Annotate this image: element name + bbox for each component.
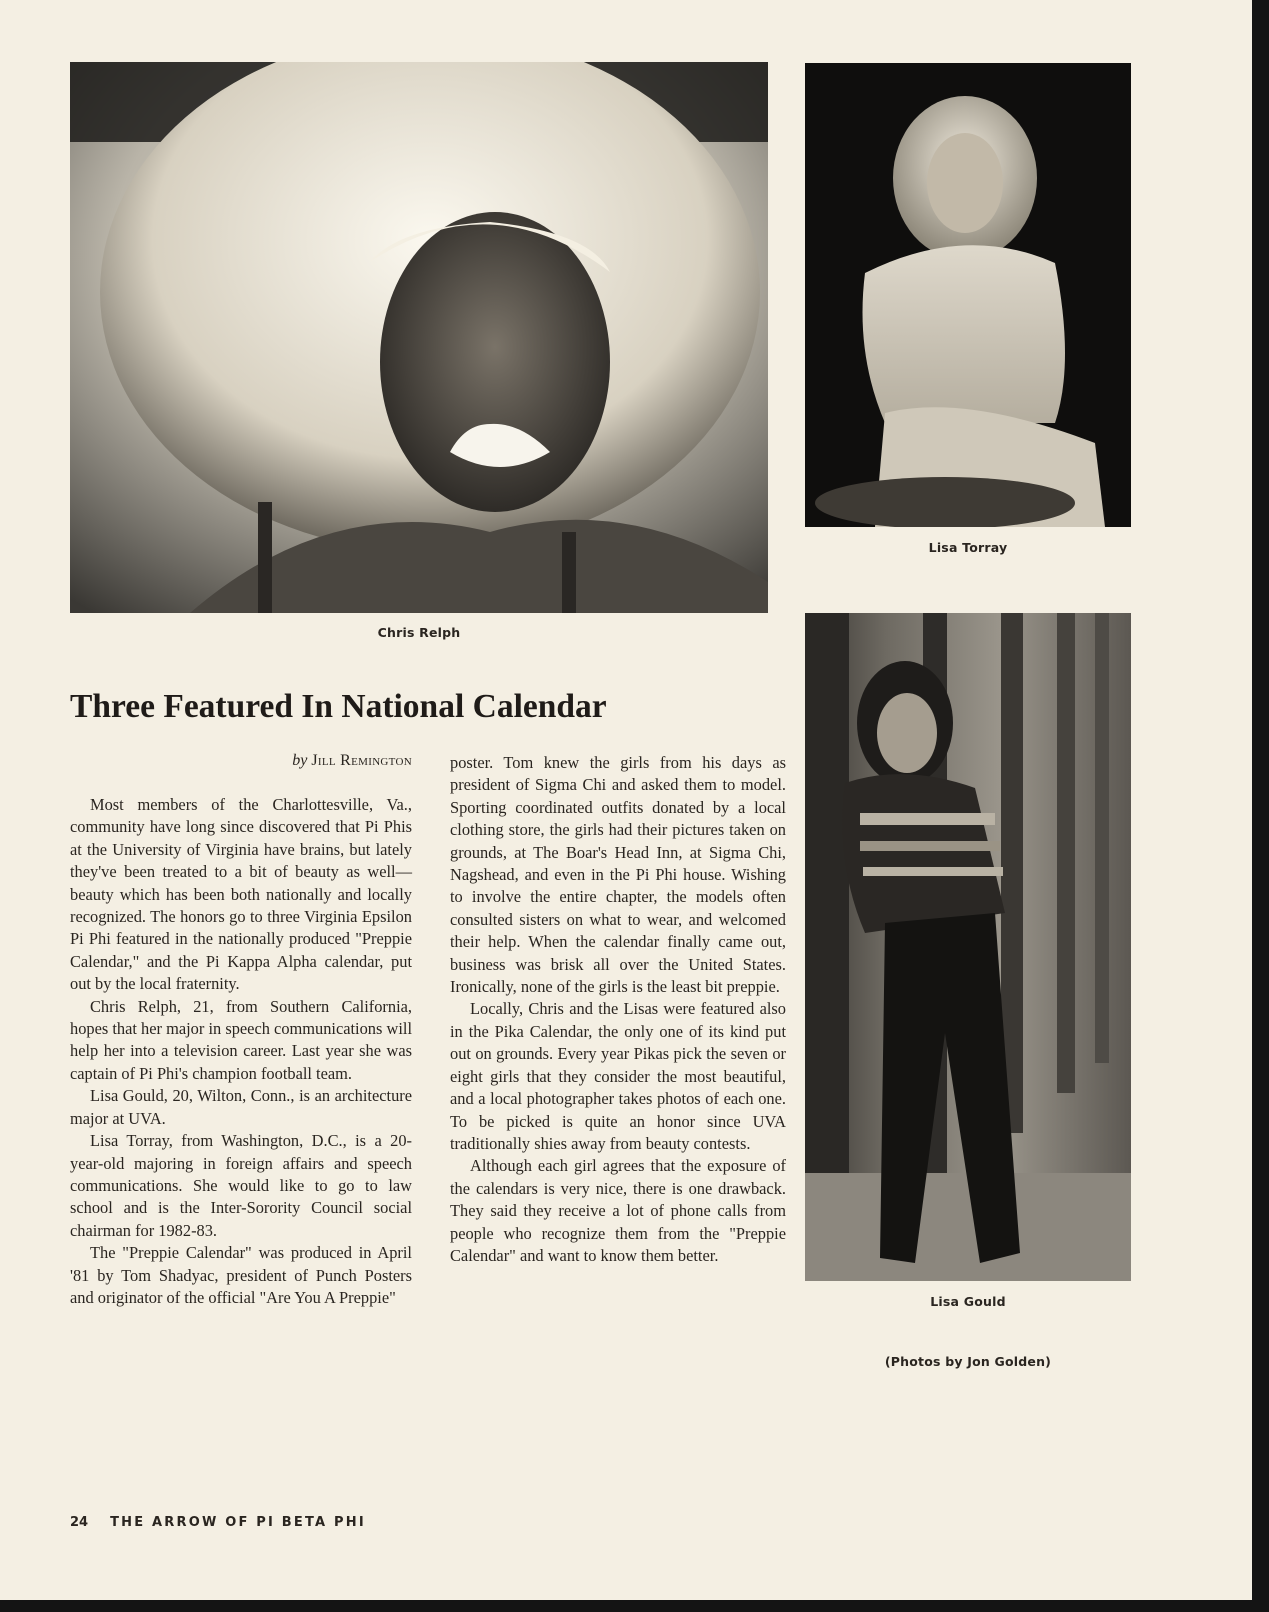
paragraph: The "Preppie Calendar" was produced in April '81 by Tom Shadyac, president of Punch Posters and originator of the official "Are You A Preppie" (70, 1243, 412, 1307)
paragraph: Lisa Gould, 20, Wilton, Conn., is an architecture major at UVA. (70, 1086, 412, 1128)
paragraph-continued: poster. Tom knew the girls from his days as president of Sigma Chi and asked them to model. Sporting coordinated outfits donated by a local clothing store, the girls had their pictures taken on grounds, at The Boar's Head Inn, at Sigma Chi, Nagshead, and even in the Pi Phi house. Wishing to involve the entire chapter, the models often consulted sisters on what to wear, and welcomed their help. When the calendar finally came out, business was brisk all over the United States. Ironically, none of the girls is the least bit preppie. (450, 753, 786, 997)
paragraph: Although each girl agrees that the exposure of the calendars is very nice, there is one drawback. They said they receive a lot of phone calls from people who recognize them from the "Preppie Calendar" and want to know them better. (450, 1156, 786, 1265)
publication-name: THE ARROW OF PI BETA PHI (110, 1515, 366, 1530)
paragraph: Lisa Torray, from Washington, D.C., is a 20-year-old majoring in foreign affairs and speech communications. She would like to go to law school and is the Inter-Sorority Council social chairman for 1982-83. (70, 1131, 412, 1240)
scan-edge-right (1252, 0, 1269, 1612)
paragraph: Chris Relph, 21, from Southern California, hopes that her major in speech communications will help her into a television career. Last year she was captain of Pi Phi's champion football team. (70, 996, 412, 1083)
article-column-1 (70, 794, 412, 1309)
photo-caption-lisa-torray: Lisa Torray (928, 540, 1008, 555)
photo-caption-lisa-gould: Lisa Gould (930, 1294, 1006, 1309)
paragraph: Most members of the Charlottesville, Va., community have long since discovered that Pi Phis at the University of Virginia have brains, but lately they've been treated to a bit of beauty as well—beauty which has been both nationally and locally recognized. The honors go to three Virginia Epsilon Pi Phi featured in the nationally produced "Preppie Calendar," and the Pi Kappa Alpha calendar, put out by the local fraternity. (70, 795, 412, 994)
byline-prefix: by (292, 752, 308, 769)
photo-lisa-gould (805, 613, 1131, 1281)
byline-author: Jill Remington (311, 752, 412, 769)
photo-credit: (Photos by Jon Golden) (884, 1354, 1052, 1369)
photo-chris-relph (70, 62, 768, 613)
article-title: Three Featured In National Calendar (70, 688, 607, 725)
scan-edge-bottom (0, 1600, 1269, 1612)
article-column-2 (450, 752, 786, 1267)
page-footer (70, 1515, 366, 1530)
photo-lisa-torray (805, 63, 1131, 527)
paragraph: Locally, Chris and the Lisas were featured also in the Pika Calendar, the only one of its kind put out on grounds. Every year Pikas pick the seven or eight girls that they consider the most beautiful, and a local photographer takes photos of each one. To be picked is quite an honor since UVA traditionally shies away from beauty contests. (450, 999, 786, 1153)
byline (70, 752, 412, 770)
page-number: 24 (70, 1515, 89, 1530)
photo-caption-chris-relph: Chris Relph (377, 625, 461, 640)
